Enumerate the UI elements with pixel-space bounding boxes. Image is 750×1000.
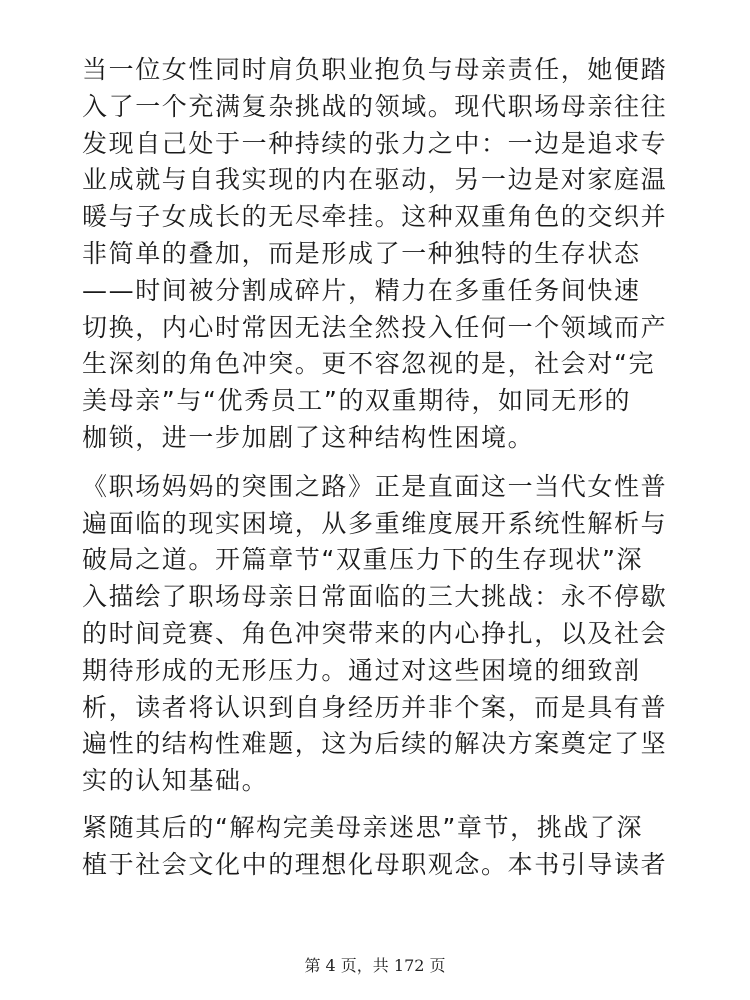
text-line: 实的认知基础。: [82, 766, 269, 796]
text-line: 入了一个充满复杂挑战的领域。现代职场母亲往往: [82, 91, 668, 121]
text-line: 紧随其后的“解构完美母亲迷思”章节，挑战了深: [82, 812, 644, 842]
text-line: 遍面临的现实困境，从多重维度展开系统性解析与: [82, 508, 668, 538]
text-line: 切换，内心时常因无法全然投入任何一个领域而产: [82, 312, 668, 342]
text-line: 植于社会文化中的理想化母职观念。本书引导读者: [82, 849, 668, 879]
text-line: 暖与子女成长的无尽牵挂。这种双重角色的交织并: [82, 202, 668, 232]
paragraph-3: [82, 810, 668, 884]
text-line: 期待形成的无形压力。通过对这些困境的细致剖: [82, 655, 641, 685]
text-line: 当一位女性同时肩负职业抱负与母亲责任，她便踏: [82, 55, 668, 84]
paragraph-2: [82, 469, 668, 800]
text-line: ——时间被分割成碎片，精力在多重任务间快速: [82, 275, 641, 305]
text-line: 析，读者将认识到自身经历并非个案，而是具有普: [82, 692, 668, 722]
text-line: 枷锁，进一步加剧了这种结构性困境。: [82, 422, 535, 452]
page-number-footer: 第 4 页，共 172 页: [304, 956, 446, 975]
text-line: 非简单的叠加，而是形成了一种独特的生存状态: [82, 238, 641, 268]
paragraph-1: [82, 52, 668, 457]
text-line: 《职场妈妈的突围之路》正是直面这一当代女性普: [82, 471, 668, 501]
text-line: 的时间竞赛、角色冲突带来的内心挣扎，以及社会: [82, 618, 668, 648]
text-line: 生深刻的角色冲突。更不容忽视的是，社会对“完: [82, 349, 656, 379]
text-line: 发现自己处于一种持续的张力之中：一边是追求专: [82, 128, 668, 158]
text-line: 入描绘了职场母亲日常面临的三大挑战：永不停歇: [82, 582, 668, 612]
text-line: 美母亲”与“优秀员工”的双重期待，如同无形的: [82, 386, 632, 416]
text-line: 遍性的结构性难题，这为后续的解决方案奠定了坚: [82, 729, 668, 759]
text-line: 业成就与自我实现的内在驱动，另一边是对家庭温: [82, 165, 668, 195]
text-line: 破局之道。开篇章节“双重压力下的生存现状”深: [82, 545, 644, 575]
